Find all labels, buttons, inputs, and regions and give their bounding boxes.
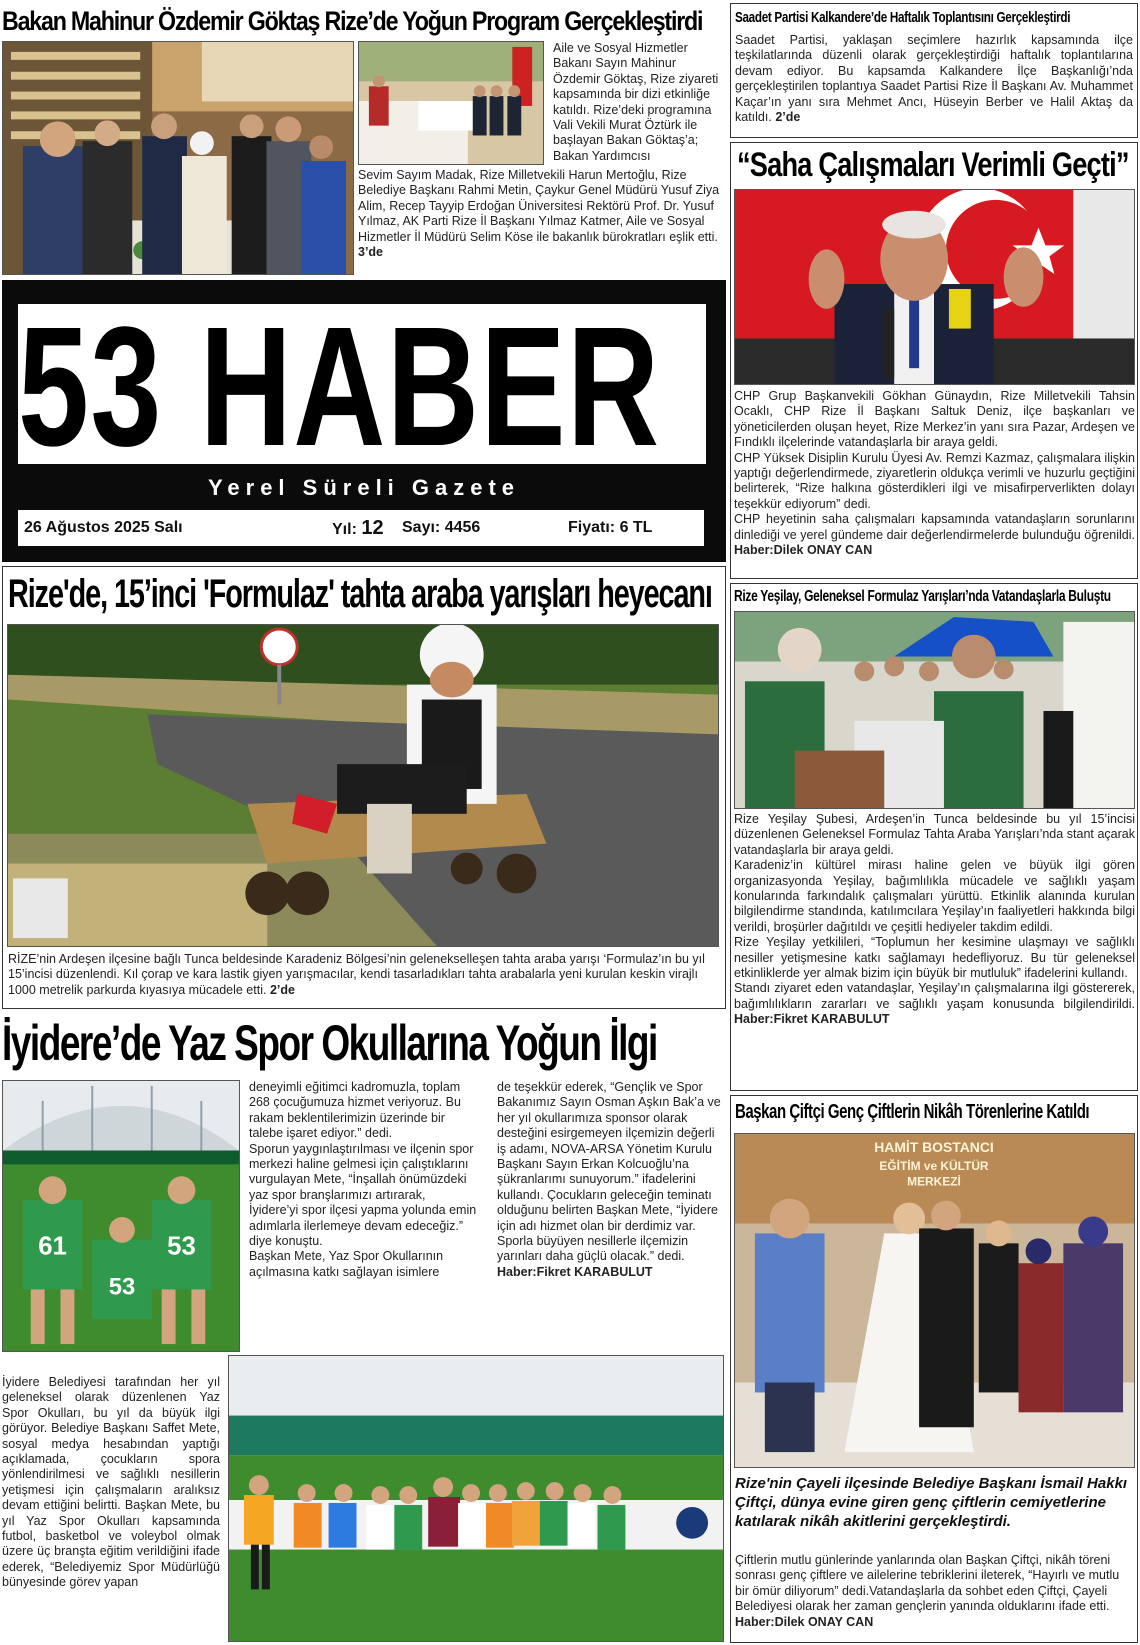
story1-intro: Aile ve Sosyal Hizmetler Bakanı Sayın Mahinur Özdemir Göktaş, Rize ziyareti kapsamında bir dizi etkinliğe katıldı. Rize’deki programına Vali Vekili Murat Öztürk ile başlayan Bakan Göktaş’a; Bakan Yardımcısı bbox=[553, 41, 719, 163]
masthead-subtitle: Yerel Süreli Gazete bbox=[207, 475, 521, 500]
masthead-title-box bbox=[18, 304, 706, 464]
cayeli-lead: Rize'nin Çayeli ilçesinde Belediye Başkanı İsmail Hakkı Çiftçi, dünya evine giren genç çiftlerin cemiyetlerine katılarak nikâh akitlerini gerçekleştirdi. bbox=[735, 1475, 1128, 1530]
yesilay-p3: Rize Yeşilay yetkilileri, “Toplumun her kesimine ulaşmayı ve sağlıklı nesiller yetişmesine katkı sağlamayı hedefliyoruz. Bu tür geleneksel etkinliklerde yer almak bizim için büyük bir mutluluk” ifadelerini kullandı. bbox=[734, 935, 1135, 981]
price: Fiyatı: 6 TL bbox=[568, 519, 653, 536]
formulaz-race-photo bbox=[7, 624, 719, 947]
story1-headline: Bakan Mahinur Özdemir Göktaş Rize’de Yoğun Program Gerçekleştirdi bbox=[2, 6, 703, 36]
iyidere-team-photo bbox=[228, 1355, 724, 1642]
iyidere-byline: Haber:Fikret KARABULUT bbox=[497, 1264, 653, 1279]
cayeli-headline: Başkan Çiftçi Genç Çiftlerin Nikâh Törenlerine Katıldı bbox=[735, 1101, 1090, 1123]
yesilay-byline: Haber:Fikret KARABULUT bbox=[734, 1012, 890, 1027]
saadet-ref[interactable]: 2’de bbox=[775, 110, 801, 125]
formulaz-ref[interactable]: 2’de bbox=[269, 982, 295, 997]
saadet-body-text: Saadet Partisi, yaklaşan seçimlere hazırlık kapsamında ilçe teşkilatlarında düzenli olarak gerçekleştirdiği haftalık toplantılarına devam ediyor. Bu kapsamda Kalkandere İlçe Başkanlığı’nda gerçekleştirilen toplantıya Saadet Partisi Rize İl Başkanı Av. Muhammet Kaçar’ın yanı sıra Mehmet Ancı, Hüseyin Berber ve Halil Aktaş da katıldı. bbox=[735, 33, 1133, 125]
minister-market-photo bbox=[2, 41, 354, 275]
formulaz-headline: Rize'de, 15’inci 'Formulaz' tahta araba yarışları heyecanı bbox=[8, 572, 712, 616]
iyidere-col1: İyidere Belediyesi tarafından her yıl geleneksel olarak düzenlenen Yaz Spor Okulları, bu yıl da büyük ilgi görüyor. Belediye Başkanı Saffet Mete, sosyal medya hesabından yaptığı açıklamada, çocukların spora yönlendirilmesi ve sağlıklı nesillerin yetişmesi için çalışmaların aralıksız devam ettiğini belirtti. Başkan Mete, bu yıl Yaz Spor Okulları kapsamında futbol, basketbol ve voleybol olmak üzere üç branşta eğitim verildiğini ifade ederek, “Belediyemiz Spor Müdürlüğü bünyesinde görev yapan bbox=[2, 1375, 220, 1590]
jersey-number-1: 61 bbox=[38, 1232, 67, 1261]
jersey-number-2: 53 bbox=[108, 1273, 136, 1301]
venue-sign-line1: HAMİT BOSTANCI bbox=[874, 1138, 994, 1155]
chp-p2: CHP Yüksek Disiplin Kurulu Üyesi Av. Remzi Kazmaz, çalışmalara ilişkin yaptığı değerlendirmede, ziyaretlerin oldukça verimli ve huzurlu geçtiğini belirterek, “Rize halkına gösterdikleri ilgi ve misafirperverlikten dolayı teşekkür ediyorum” dedi. bbox=[734, 450, 1135, 511]
iyidere-col3 bbox=[497, 1080, 723, 1336]
masthead-info-bar bbox=[18, 510, 704, 546]
year-label: Yıl: bbox=[332, 521, 357, 538]
chp-byline: Haber:Dilek ONAY CAN bbox=[734, 543, 873, 558]
iyidere-headline: İyidere’de Yaz Spor Okullarına Yoğun İlgi bbox=[2, 1015, 657, 1071]
issue-date: 26 Ağustos 2025 Salı bbox=[24, 519, 183, 536]
chp-body bbox=[734, 389, 1135, 577]
venue-sign-line3: MERKEZİ bbox=[907, 1174, 961, 1189]
jersey-number-3: 53 bbox=[167, 1232, 196, 1261]
yesilay-stand-photo bbox=[734, 611, 1135, 809]
cayeli-body bbox=[735, 1553, 1135, 1641]
masthead-title: 53 HABER bbox=[18, 304, 661, 464]
yesilay-headline: Rize Yeşilay, Geleneksel Formulaz Yarışları’nda Vatandaşlarla Buluştu bbox=[734, 588, 1111, 605]
chp-p3: CHP heyetinin saha çalışmaları kapsamında vatandaşların sorunlarını dinlediği ve yerel gündeme dair değerlendirmelerde bulunduğu öğrenildi. bbox=[734, 512, 1135, 542]
formulaz-body bbox=[8, 952, 720, 1004]
year-value: 12 bbox=[361, 517, 384, 539]
story1-ref[interactable]: 3’de bbox=[358, 245, 384, 260]
minister-meeting-photo bbox=[358, 41, 544, 165]
iyidere-col2: deneyimli eğitimci kadromuzla, toplam 268 çocuğumuza hizmet veriyoruz. Bu rakam beklentilerimizin üzerinde bir talebe işaret ediyor.” dedi. Sporun yaygınlaştırılması ve ilçenin spor merkezi haline gelmesi için çalıştıklarını vurgulayan Mete, “İnşallah önümüzdeki yaz spor branşlarımızı artırarak, İyidere’yi spor ilçesi yapma yolunda emin adımlarla ilerlemeye devam edeceğiz.” diye konuştu. Başkan Mete, Yaz Spor Okullarının açılmasına katkı sağlayan isimlere bbox=[249, 1080, 477, 1279]
issue-block bbox=[402, 510, 480, 546]
iyidere-col3-text: de teşekkür ederek, “Gençlik ve Spor Bakanımız Sayın Osman Aşkın Bak’a ve her yıl okullarımıza sponsor olarak desteğini esirgemeyen ilçemizin değerli iş adamı, NOVA-ARSA Yönetim Kurulu Başkanı Sayın Erkan Kolcuoğlu’na şükranlarımı sunuyorum.” ifadelerini kullandı. Çocukların geleceğin teminatı olduğunu belirten Başkan Mete, “İyidere için adı hizmet olan bir derdimiz var. Sporla büyüyen nesillerle ilçemizin yarınları daha güçlü olacak.” dedi. bbox=[497, 1080, 721, 1264]
venue-sign-line2: EĞİTİM ve KÜLTÜR bbox=[879, 1158, 989, 1173]
masthead bbox=[2, 280, 726, 562]
issue-label: Sayı: bbox=[402, 519, 441, 536]
iyidere-kids-photo bbox=[2, 1080, 240, 1352]
chp-speaker-photo bbox=[734, 189, 1135, 385]
story1-body-text: Sevim Sayım Madak, Rize Milletvekili Harun Mertoğlu, Rize Belediye Başkanı Rahmi Metin, Çaykur Genel Müdürü Yusuf Ziya Alim, Recep Tayyip Erdoğan Üniversitesi Rektörü Prof. Dr. Yusuf Yılmaz, AK Parti Rize İl Başkanı Yılmaz Katmer, Aile ve Sosyal Hizmetler İl Müdürü Selim Köse ile bakanlık bürokratları eşlik etti. bbox=[358, 168, 720, 244]
issue-value: 4456 bbox=[444, 519, 481, 536]
cayeli-body-text: Çiftlerin mutlu günlerinde yanlarında olan Başkan Çiftçi, nikâh töreni sonrası genç çiftlere ve ailelerine tebriklerini ileterek, “Hayırlı ve mutlu bir ömür diliyorum” dedi.Vatandaşlarla da sohbet eden Çiftçi, Çayeli Belediyesi olarak her zaman gençlerin yanında olduklarını ifade etti. bbox=[735, 1553, 1120, 1614]
saadet-body bbox=[735, 33, 1133, 136]
yesilay-body bbox=[734, 812, 1135, 1088]
saadet-headline: Saadet Partisi Kalkandere’de Haftalık Toplantısını Gerçekleştirdi bbox=[735, 9, 1071, 26]
chp-p1: CHP Grup Başkanvekili Gökhan Günaydın, Rize Milletvekili Tahsin Ocaklı, CHP Rize İl Başkanı Saltuk Deniz, ilçe başkanları ve yöneticilerden oluşan heyet, Rize Merkez’in yanı sıra Pazar, Ardeşen ve Fındıklı ilçelerinde vatandaşlarla bir araya geldi. bbox=[734, 389, 1135, 450]
chp-headline: “Saha Çalışmaları Verimli Geçti” bbox=[737, 146, 1129, 184]
formulaz-body-text: RİZE’nin Ardeşen ilçesine bağlı Tunca beldesinde Karadeniz Bölgesi’nin gelenekselleşen tahta araba yarışı ‘Formulaz’ın bu yıl 15’incisi düzenlendi. Kıl çorap ve kara lastik giyen yarışmacılar, kendi tasarladıkları tahta arabalarla yeni kurulan keskin virajlı 1000 metrelik parkurda kıyasıya mücadele etti. bbox=[8, 952, 705, 997]
cayeli-wedding-photo bbox=[734, 1133, 1135, 1468]
story1-body bbox=[358, 168, 725, 275]
cayeli-byline: Haber:Dilek ONAY CAN bbox=[735, 1614, 874, 1629]
yesilay-p1: Rize Yeşilay Şubesi, Ardeşen’in Tunca beldesinde bu yıl 15’incisi düzenlenen Geleneksel Formulaz Tahta Araba Yarışları’nda stant açarak vatandaşlarla bir araya geldi. bbox=[734, 812, 1135, 857]
yesilay-p4: Standı ziyaret eden vatandaşlar, Yeşilay’ın çalışmalarına ilgi göstererek, bağımlılıkların zararları ve sağlıklı yaşam konusunda bilgilendirildi. bbox=[734, 981, 1135, 1011]
year-block bbox=[332, 510, 384, 548]
yesilay-p2: Karadeniz’in kültürel mirası haline gelen ve büyük ilgi gören organizasyonda Yeşilay, bağımlılıkla mücadele ve sağlıklı yaşam konularında farkındalık çalışmaları yürüttü. Etkinlik alanında kurulan bilgilendirme standında, katılımcılara Yeşilay’ın faaliyetleri hakkında bilgi verildi, broşürler dağıtıldı ve çeşitli hediyeler takdim edildi. bbox=[734, 858, 1135, 934]
